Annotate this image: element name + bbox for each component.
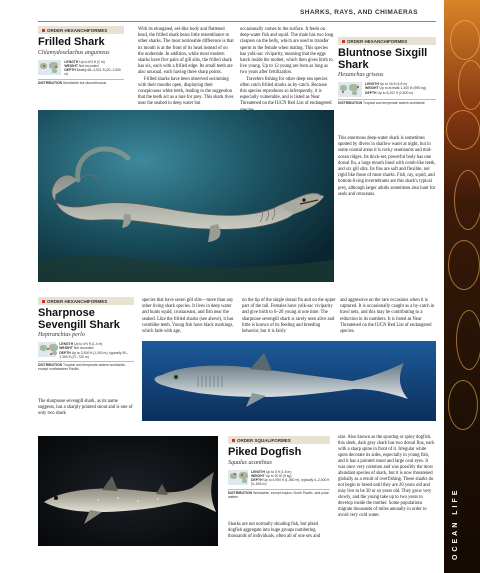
order-label: ORDER HEXANCHIFORMES (347, 38, 408, 44)
weight-value: Up to at least 1,300 lb (590 kg) (379, 86, 426, 91)
order-label: ORDER SQUALIFORMES (237, 437, 291, 443)
depth-value: Mostly 66–4,921 ft (20–1,500 m) (64, 68, 121, 77)
paragraph: Frilled sharks have been observed swimming with their mouths open, displaying their conspicuous white teeth, leading to the suggestion that the teeth act as a lure for prey. This shark lives near the seabed in deep water but (138, 76, 234, 107)
distribution-value: Tropical and temperate waters worldwide, except northeastern Pacific (38, 363, 126, 372)
depth-value: Up to 3,300 ft (1,000 m), typically 90–2,360 ft (27–720 m) (59, 350, 129, 359)
species-latin-name: Chlamydoselachus anguineus (38, 49, 110, 56)
order-bar (228, 436, 330, 444)
species-facts (365, 82, 426, 97)
range-map (38, 342, 56, 357)
depth-label: DEPTH (365, 90, 377, 95)
length-label: LENGTH (59, 342, 74, 347)
weight-value: Not recorded (78, 63, 99, 68)
paragraph: Sharks are not normally shoaling fish, but piked dogfish aggregate into huge groups numbering thousands of individuals, often all of one sex and (228, 522, 321, 540)
bluntnose-text (338, 136, 436, 198)
sharpnose-text-col-1 (142, 298, 238, 335)
order-label: ORDER HEXANCHIFORMES (47, 298, 108, 304)
distribution-value: Worldwide but discontinuous (63, 80, 107, 85)
distribution (338, 99, 436, 105)
piked-text-col-2 (338, 435, 436, 519)
paragraph: on the tip of the single dorsal fin and on the upper part of the tail. Females have yolk-sac viviparity and give birth to 6–20 young at one time. The sharpnose sevengill shark is rarely seen alive and little is known of its feeding and breeding behavior, but it is fairly (242, 298, 336, 335)
bluntnose-info-box (338, 37, 436, 105)
species-latin-name: Heptranchias perlo (38, 332, 85, 339)
species-latin-name: Hexanchus griseus (338, 72, 384, 79)
distribution-label: DISTRIBUTION (38, 80, 63, 85)
paragraph: and aggressive on the rare occasions when it is captured. It is occasionally caught as a by-catch in trawl nets, and this may be contributing to a reduction in its numbers. It is listed as Near Threatened on the IUCN Red List of endangered species. (340, 298, 435, 335)
length-value: Up to 5 ft (1.6 m) (265, 469, 292, 474)
species-latin-name: Squalus acanthias (228, 459, 272, 466)
paragraph: The sharpnose sevengill shark, as its name suggests, has a sharply pointed snout and is one of only two shark (38, 399, 133, 417)
length-value: Up to 16 ft (4.8 m) (379, 82, 408, 87)
weight-label: WEIGHT (251, 473, 265, 478)
frilled-text-col-1 (138, 27, 234, 108)
species-name: Bluntnose Sixgill Shark (338, 47, 428, 71)
length-label: LENGTH (64, 59, 79, 64)
sharpnose-text-col-3 (340, 298, 436, 335)
header-rule (38, 21, 436, 22)
paragraph: species that have seven gill slits—more than any other living shark species. It lives in deep water and hunts squid, crustaceans, and fish near the seabed. Like the frilled sharks (see above), it has comblike teeth. Young fish have black markings, which fade with age, (142, 298, 234, 335)
distribution-label: DISTRIBUTION (38, 363, 63, 368)
species-facts (64, 60, 124, 77)
depth-label: DEPTH (64, 68, 76, 73)
species-name: Sharpnose Sevengill Shark (38, 307, 120, 331)
sharpnose-intro (38, 399, 134, 418)
order-bar (38, 297, 134, 305)
ocean-life-label: OCEAN LIFE (452, 487, 459, 560)
species-facts (251, 470, 330, 487)
order-bar (338, 37, 436, 45)
order-bar (38, 26, 124, 34)
frilled-text-col-2 (240, 27, 334, 114)
distribution-label: DISTRIBUTION (228, 490, 253, 495)
distribution (228, 489, 330, 499)
depth-value: Up to 4,900 ft (1,460 m), typically 0–2,000 ft (0–600 m) (251, 478, 330, 487)
depth-value: Up to 8,202 ft (2,500 m) (377, 90, 414, 95)
coral-side-strip (444, 0, 480, 573)
distribution-value: Tropical and temperate waters worldwide (363, 101, 425, 106)
sharpnose-text-col-2 (242, 298, 336, 335)
paragraph: Travelers fishing for other deep-sea species often catch frilled sharks as by-catch. Because this species reproduces so infrequently, it is especially vulnerable, and is listed as Near Threatened on the IUCN Red List of endangered (240, 76, 332, 107)
distribution-label: DISTRIBUTION (338, 101, 363, 106)
range-map (338, 82, 362, 97)
depth-label: DEPTH (251, 478, 263, 483)
distribution (38, 79, 124, 85)
weight-value: Up to 20 lb (9 kg) (265, 473, 292, 478)
weight-label: WEIGHT (59, 346, 73, 351)
paragraph: size. Also known as the spurdog or spiny dogfish, this sleek, dark gray shark has two dorsal fins, each with a sharp spine in front of it. Irregular white spots decorate its sides, especially in young fish, and it has a pointed snout and large oval eyes. It was once very common and was possibly the most abundant species of shark, but it is now threatened globally as a result of overfishing. These sharks do not begin to breed until they are 20 years old and may live to be 30 or so years old. They grow very slowly, and the young take up to two years to develop inside the mother. Some populations migrate thousands of miles annually in order to avoid very cold water. (338, 435, 435, 518)
length-label: LENGTH (251, 469, 265, 474)
order-label: ORDER HEXANCHIFORMES (47, 27, 108, 33)
species-name: Frilled Shark (38, 36, 105, 48)
weight-value: Not recorded (73, 346, 94, 351)
species-facts (59, 342, 134, 359)
distribution-value: Worldwide, except tropics, North Pacific, and polar waters (228, 490, 329, 499)
paragraph: This enormous deep-water shark is sometimes spotted by divers in shallow water at night, but in some coastal areas it is rocky seamounts and mid-ocean ridges. Its thick-set, powerful body has one dorsal fin, a large mouth lined with comb-like teeth, and six gill slits. Its fins are soft and flexible, not rigid like those of most sharks. Fish, ray, squid, and bottom-living invertebrates are this shark's typical prey, although larger adults sometimes also hunt for seals and cetaceans. (338, 136, 436, 197)
piked-dogfish-photo (38, 436, 218, 546)
length-value: Up to 4½ ft (1.4 m) (74, 342, 103, 347)
range-map (38, 60, 61, 75)
paragraph: With its elongated, eel-like body and flattened head, the frilled shark bears little resemblance to other sharks. The most noticeable difference is that its mouth is at the front of its head instead of on the underside. In addition, while most modern sharks have five pairs of gill slits, the frilled shark has six, each with a frilled edge. Its small teeth are also unusual, each having three sharp points. (138, 27, 234, 76)
section-title: SHARKS, RAYS, AND CHIMAERAS (300, 9, 418, 16)
weight-label: WEIGHT (64, 63, 78, 68)
sharpnose-shark-photo (142, 341, 436, 421)
paragraph: occasionally comes to the surface. It feeds on deep-water fish and squid. The male has two long claspers on the belly, which are used to transfer sperm to the female when mating. This species has yolk-sac viviparity, meaning that the eggs hatch inside the mother, which then gives birth to live young. Up to 12 young are born as long as two years after fertilization. (240, 27, 334, 76)
length-value: Up to 6½ ft (2 m) (79, 59, 105, 64)
piked-dogfish-info-box (228, 436, 330, 499)
weight-label: WEIGHT (365, 86, 379, 91)
species-name: Piked Dogfish (228, 446, 302, 458)
length-label: LENGTH (365, 82, 379, 87)
sharpnose-info-box (38, 297, 134, 372)
distribution (38, 361, 134, 371)
frilled-shark-info-box (38, 26, 124, 85)
frilled-shark-photo (38, 110, 334, 282)
range-map (228, 470, 248, 485)
piked-intro (228, 522, 330, 541)
depth-label: DEPTH (59, 350, 71, 355)
